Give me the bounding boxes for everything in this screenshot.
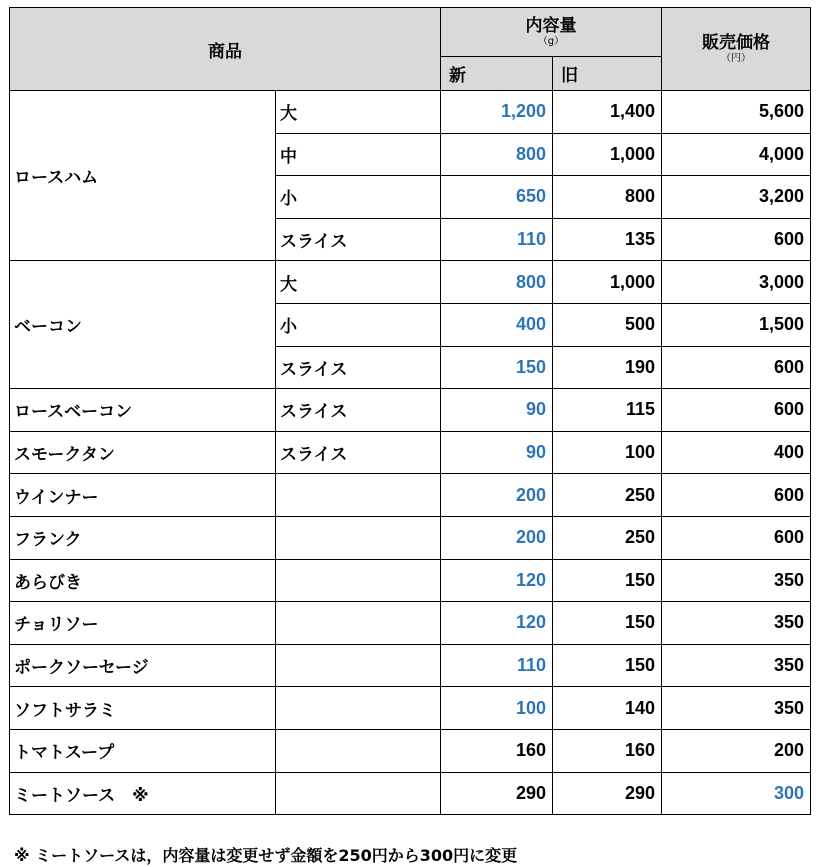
new-content-cell: 160 bbox=[441, 729, 553, 772]
old-content-cell: 135 bbox=[553, 218, 662, 261]
price-cell: 350 bbox=[662, 644, 811, 687]
size-cell bbox=[276, 772, 441, 815]
new-content-cell: 200 bbox=[441, 516, 553, 559]
table-row bbox=[10, 644, 811, 687]
new-content-cell: 1,200 bbox=[441, 91, 553, 134]
old-content-cell: 800 bbox=[553, 176, 662, 219]
product-name-cell: ロースハム bbox=[10, 91, 276, 261]
size-cell bbox=[276, 729, 441, 772]
price-cell: 350 bbox=[662, 687, 811, 730]
old-content-cell: 160 bbox=[553, 729, 662, 772]
old-content-cell: 290 bbox=[553, 772, 662, 815]
old-content-cell: 115 bbox=[553, 389, 662, 432]
new-content-cell: 400 bbox=[441, 303, 553, 346]
size-cell bbox=[276, 474, 441, 517]
price-cell: 3,000 bbox=[662, 261, 811, 304]
new-content-cell: 110 bbox=[441, 644, 553, 687]
new-content-cell: 800 bbox=[441, 261, 553, 304]
new-content-cell: 290 bbox=[441, 772, 553, 815]
new-content-cell: 150 bbox=[441, 346, 553, 389]
size-cell: スライス bbox=[276, 346, 441, 389]
price-cell: 600 bbox=[662, 474, 811, 517]
price-cell: 350 bbox=[662, 559, 811, 602]
size-cell bbox=[276, 602, 441, 645]
price-cell: 600 bbox=[662, 516, 811, 559]
new-content-cell: 120 bbox=[441, 602, 553, 645]
old-content-cell: 150 bbox=[553, 644, 662, 687]
old-content-cell: 1,000 bbox=[553, 261, 662, 304]
header-content bbox=[441, 8, 662, 57]
table-row bbox=[10, 729, 811, 772]
size-cell bbox=[276, 687, 441, 730]
header-price-label: 販売価格 bbox=[702, 33, 770, 53]
price-cell: 350 bbox=[662, 602, 811, 645]
header-new: 新 bbox=[441, 57, 553, 91]
price-cell: 400 bbox=[662, 431, 811, 474]
table-row bbox=[10, 687, 811, 730]
old-content-cell: 190 bbox=[553, 346, 662, 389]
product-name-cell: トマトスープ bbox=[10, 729, 276, 772]
product-name-cell: フランク bbox=[10, 516, 276, 559]
size-cell: 小 bbox=[276, 303, 441, 346]
size-cell: スライス bbox=[276, 218, 441, 261]
new-content-cell: 200 bbox=[441, 474, 553, 517]
table-row bbox=[10, 602, 811, 645]
size-cell: スライス bbox=[276, 431, 441, 474]
size-cell: 小 bbox=[276, 176, 441, 219]
size-cell bbox=[276, 559, 441, 602]
product-name-cell: ミートソース ※ bbox=[10, 772, 276, 815]
header-row bbox=[10, 8, 811, 57]
old-content-cell: 100 bbox=[553, 431, 662, 474]
price-cell: 600 bbox=[662, 346, 811, 389]
size-cell: 大 bbox=[276, 261, 441, 304]
new-content-cell: 100 bbox=[441, 687, 553, 730]
price-cell: 600 bbox=[662, 389, 811, 432]
price-cell: 200 bbox=[662, 729, 811, 772]
product-name-cell: あらびき bbox=[10, 559, 276, 602]
price-table bbox=[9, 7, 811, 815]
table-row bbox=[10, 389, 811, 432]
product-name-cell: チョリソー bbox=[10, 602, 276, 645]
product-name-cell: ポークソーセージ bbox=[10, 644, 276, 687]
price-cell: 5,600 bbox=[662, 91, 811, 134]
size-cell bbox=[276, 644, 441, 687]
table-row bbox=[10, 559, 811, 602]
old-content-cell: 500 bbox=[553, 303, 662, 346]
size-cell: スライス bbox=[276, 389, 441, 432]
header-content-unit: （g） bbox=[537, 36, 565, 47]
header-old: 旧 bbox=[553, 57, 662, 91]
new-content-cell: 800 bbox=[441, 133, 553, 176]
product-name-cell: ソフトサラミ bbox=[10, 687, 276, 730]
footnote: ※ ミートソースは，内容量は変更せず金額を250円から300円に変更 bbox=[14, 846, 518, 865]
old-content-cell: 1,000 bbox=[553, 133, 662, 176]
old-content-cell: 150 bbox=[553, 602, 662, 645]
new-content-cell: 120 bbox=[441, 559, 553, 602]
size-cell: 大 bbox=[276, 91, 441, 134]
table-row bbox=[10, 516, 811, 559]
product-name-cell: ベーコン bbox=[10, 261, 276, 389]
table-row bbox=[10, 772, 811, 815]
product-name-cell: スモークタン bbox=[10, 431, 276, 474]
old-content-cell: 150 bbox=[553, 559, 662, 602]
new-content-cell: 110 bbox=[441, 218, 553, 261]
new-content-cell: 90 bbox=[441, 389, 553, 432]
header-price-unit: （円） bbox=[721, 53, 751, 64]
header-product: 商品 bbox=[10, 8, 441, 91]
price-cell: 600 bbox=[662, 218, 811, 261]
new-content-cell: 90 bbox=[441, 431, 553, 474]
old-content-cell: 250 bbox=[553, 474, 662, 517]
header-content-label: 内容量 bbox=[525, 16, 577, 36]
table-row bbox=[10, 91, 811, 134]
price-cell: 4,000 bbox=[662, 133, 811, 176]
table-row bbox=[10, 261, 811, 304]
table-row bbox=[10, 431, 811, 474]
price-cell: 300 bbox=[662, 772, 811, 815]
table-row bbox=[10, 474, 811, 517]
product-name-cell: ウインナー bbox=[10, 474, 276, 517]
new-content-cell: 650 bbox=[441, 176, 553, 219]
product-name-cell: ロースベーコン bbox=[10, 389, 276, 432]
old-content-cell: 250 bbox=[553, 516, 662, 559]
old-content-cell: 1,400 bbox=[553, 91, 662, 134]
header-price bbox=[662, 8, 811, 91]
old-content-cell: 140 bbox=[553, 687, 662, 730]
size-cell bbox=[276, 516, 441, 559]
price-cell: 3,200 bbox=[662, 176, 811, 219]
price-cell: 1,500 bbox=[662, 303, 811, 346]
size-cell: 中 bbox=[276, 133, 441, 176]
